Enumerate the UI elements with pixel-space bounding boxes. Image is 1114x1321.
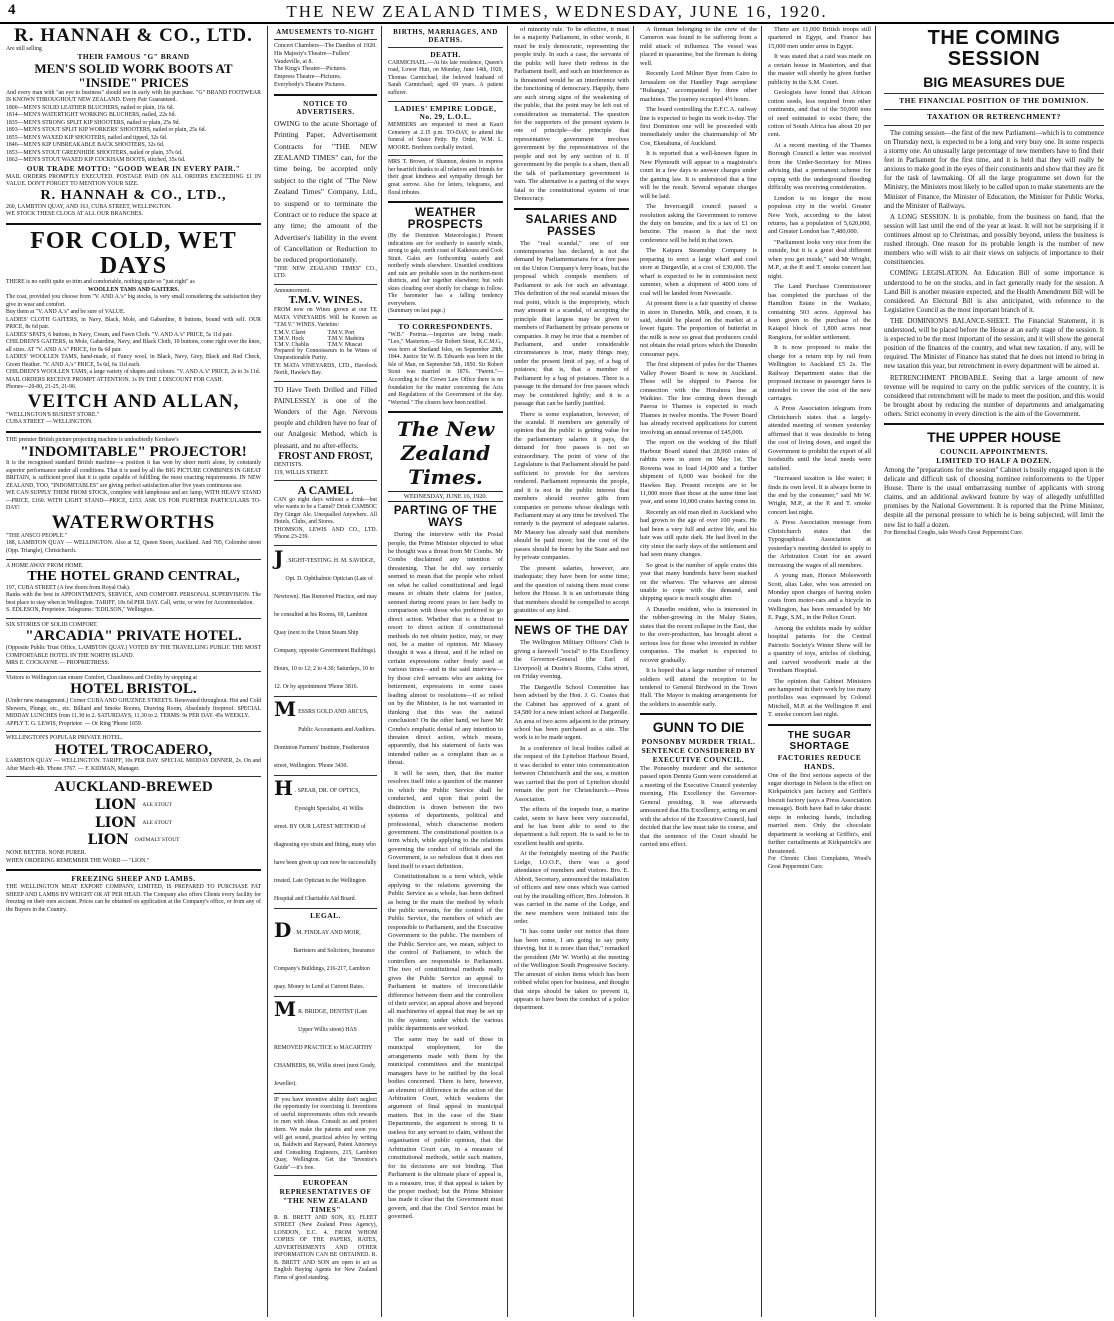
ad-trocadero-intro: WELLINGTON'S POPULAR PRIVATE HOTEL.	[6, 735, 123, 742]
ad-bristol-body: (Under new management.) Corner CUBA AND GHUZNEE STREETS. Renovated throughout. Hot and Cold Showers, Plunge, etc., etc. Billiard and Smoke Rooms, Drawing Room, Absolutely fireproof. SPECIAL MIDDAY LUNCHES from 11.30 to 2. SATURDAYS, 11.30 to 2. TERMS: 9s PER DAY. 45s WEEKLY.	[6, 698, 261, 720]
masthead-title: THE NEW ZEALAND TIMES, WEDNESDAY, JUNE 16, 1920.	[286, 2, 828, 21]
gunn-body: The Ponsonby murderer and the sentence passed upon Dennis Gunn were considered at a meeting of the Executive Council yesterday morning, His Excellency the Governor-General presiding. It was afterwards announced that His Excellency, acting on and with the advice of the Executive Council, had decided that the law must take its course, and that the sentence of the Court should be carried into effect.	[640, 764, 757, 849]
paragraph: The "real scandal," one of our contemporaries has declared, is not the demand by Parliamentarians for a free pass on the Union Company's ferry boats, but the proposal which compels members of Parliament to ask for such an advantage. This definition of the real scandal misses the real point, which is the impropriety, which may amount to a scandal, of accepting the principle that largess may be given to members of Parliament by private persons or companies. It may be true that a member of Parliament, and under considerable circumstances is true, many things may, under the present limit of pay, of a bag of potatoes; that is, that a member of Parliament by a bag of potatoes. There is a passage in the demand for free passes which may be considered lightly; and it is a passage that can be hardly justified.	[514, 239, 630, 408]
sugar-body: One of the first serious aspects of the sugar shortage in Nelson is the effect on Kirkpatrick's jam factory and Griffin's biscuit factory (says a Press Association message). Both have had to take drastic steps in reducing hands, including married men. Only the chocolate department is working at Griffin's, and further curtailments at Kirkpatrick's are threatened.	[768, 771, 871, 855]
price-line: 1862—MEN'S STOUT WAXED KIP COCKHAM BOOTS, stitched, 35s 6d.	[6, 157, 186, 164]
paragraph: It is now proposed to make the charge for a return trip by rail from Wellington to Auckland £5 2s. The Railway Department states that the proposed increase in passenger fares is intended to cover the cost of the new carriages.	[768, 344, 871, 403]
paragraph: It was stated that a raid was made on a certain house in Masterton, and that the master will shortly be given further publicity in the S.M. Court.	[768, 53, 871, 86]
ad-grand-central-address: 197, CUBA STREET (A few doors from Royal Oak).	[6, 584, 131, 591]
leader-heading: PARTING OF THE WAYS	[393, 505, 498, 530]
ad-bristol	[6, 675, 261, 728]
paragraph: The Invercargill council passed a resolution asking the Government to remove the duty on benzine, and fix a tax of £1 on benzine. The reason is that the next conference will be held in that town.	[640, 203, 757, 244]
column-parliament	[878, 26, 1110, 1317]
ad-veitch-phones: Phones—20-80, 21-25, 21-96.	[6, 384, 77, 391]
legal-heading: LEGAL.	[310, 911, 341, 920]
wine-item: T.M.V. Claret	[274, 329, 306, 336]
paragraph: The report on the working of the Bluff Harbour Board stated that 28,960 crates of rabbits were in store on May 1st. The Rowena was to load 14,000 and a further shipment of 6,000 was booked for the Hawkes Bay. Present receipts are to be 11,000 more than those at the same time last year, and some 10,000 crates having come in.	[640, 439, 757, 506]
ad-grand-central-body: Ranks with the best in APPOINTMENTS, SERVICE, AND COMFORT. PERSONAL SUPERVISION. The best place to stay when in Wellington. TARIFF, 10s 6d PER DAY. Call, write, or wire for Accommodation.	[6, 592, 261, 606]
wine-item: T.M.V. Hock	[274, 335, 305, 342]
divider	[274, 284, 377, 285]
ad-hannah	[6, 26, 261, 219]
divider	[6, 618, 261, 619]
ad-grand-central-name: THE HOTEL GRAND CENTRAL,	[27, 569, 240, 585]
paragraph: RETRENCHMENT PROBABLE. Seeing that a large amount of new revenue will be required to carry on the public services of the country, it is considered that retrenchment will be made to meet the position, and this would be brought about by reducing the number of departments and amalgamating others. Strict economy in every direction is the aim of the Government.	[884, 374, 1104, 419]
session-headline: THE COMING SESSION	[927, 27, 1061, 70]
column-leader-continued	[510, 26, 634, 1317]
teeth-body: TO Have Teeth Drilled and Filled PAINLESSLY is one of the Wonders of the Age. Nervous people and children have no fear of our Analgesic Method, which is pleasant, and no after-effects.	[274, 385, 377, 450]
ad-bristol-name: HOTEL BRISTOL.	[70, 681, 197, 698]
column-news-items-2	[764, 26, 876, 1317]
divider	[388, 411, 503, 413]
ad-grand-central-intro: A HOME AWAY FROM HOME.	[6, 562, 84, 569]
column-editorial	[384, 26, 508, 1317]
ad-bridge	[274, 996, 377, 1090]
ad-hannah-name-2: R. HANNAH & CO., LTD.,	[40, 187, 227, 203]
divider	[514, 619, 629, 621]
paragraph: "Parliament looks very nice from the outside, but it is a great deal different when you get inside," said Mr Wright, M.P., at the P. and T. smoke concert last night.	[768, 238, 871, 280]
upper-house-sub: COUNCIL APPOINTMENTS.	[940, 447, 1048, 457]
ad-gold-arcus	[274, 697, 377, 772]
paragraph: At the fortnightly meeting of the Pacific Lodge, I.O.O.F., there was a good attendance of members and visitors. Bro. E. Abbott, Secretary, announced the installation of officers and new ones which was carried out by the installing officer, Bro. Johnston. It was carried in the name of the Lodge, and the new members were initiated into the order.	[514, 850, 629, 925]
ad-veitch-item: CHILDREN'S WOOLLEN TAMS, a large variety of shapes and colours. "V. AND A.'s" PRICE, 2s to 3s 11d.	[6, 369, 261, 376]
ad-projector-body: It is the recognised standard British machine—a position it has won by sheer merit alone, by constantly superior performance under all conditions. That it is used by all the BIG PICTURE COMBINES IN GREAT BRITAIN, is sufficient proof that it is quite capable of fulfilling the most exacting requirements. IN NEW ZEALAND, TOO, "INDOMITABLES" are giving perfect satisfaction after five years continuous use.	[6, 460, 261, 489]
ad-lion-row	[6, 833, 261, 848]
wine-item: T.M.V. Madeira	[327, 335, 365, 342]
ad-lion-word: LION	[94, 797, 137, 814]
tmv-body: FROM now on Wines grown at our TE MATA VINEYARDS Will be Known as "T.M.V." WINES. Varieties:	[274, 307, 377, 329]
ad-grand-central-proprietor: S. EDLESON, Proprietor. Telegrams: "EDILSON," Wellington.	[6, 607, 154, 614]
paragraph: "It has come under our notice that there has been some, I am going to say petty thieving, but it is more than that," remarked the president (Mr W. Worth) at the meeting of the Wellington South Progressive Society. The amount of stolen items which has been robbed whilst open for business, and thought that steps should be taken to prevent it, appears to have been the conduct of a police department.	[514, 928, 629, 1012]
paragraph: It is reported that a well-known figure in New Plymouth will appear in a magistrate's court in a few days to answer charges under the gaming law. It is understood that a fine will be the result. Several separate charges will be laid.	[640, 150, 757, 200]
teeth-title: DENTISTS.	[274, 462, 303, 469]
paragraph: of minority rule. To be effective, it must be a majority Parliament, in other words, it must be truly democratic, representing the people truly. In such a case, the servants of the public will have their redress in the Parliament itself, and such an interference as is threatened would be an interference with the functioning of democracy. Happily, there are such strong signs of the weakening of the public, that the point may be left out of consideration as immaterial. The question for the supporters of the present system is one of principle—the principle that representative government involves government by the representatives of the people and not by any section of it. If government by the people is a sham, then all the talk of parliamentary government is vain. The alternative is a parting of the ways fatal to the constitutional system of true Democracy.	[514, 26, 629, 203]
paragraph: The same may be said of those in municipal employment, for the arrangements made with them by the municipal committees and the municipal managers have to be ratified by the local bodies concerned. There is here, however, an element of difference in the action of the Arbitration Court, which weakens the argument of final appeal in municipal matters. But in the case of the State Departments, the argument is strong. It is useless for any servant to claim, without the organisation of public opinion, that the Arbitration Court can, in a measure of constitutional methods, settle such matters, for its decisions are not binding. That Parliament is the ultimate place of appeal is, in a measure, true, if that appeal is taken by the proper method; but the Prime Minister has made it clear that the Government must govern, and that the Civil Service must be governed.	[388, 1035, 503, 1221]
divider	[6, 431, 261, 433]
weather-note: (Summary on last page.)	[388, 308, 445, 315]
ad-arcadia-intro: SIX STORIES OF SOLID COMFORT.	[6, 621, 98, 628]
salaries-heading: SALARIES AND PASSES	[525, 213, 618, 238]
legal-body: . M. FINDLAY AND MOIR, Barristers and Solicitors, Insurance Company's Buildings, 216-217, Lambton quay. Money to Lend at Current Rates.	[274, 929, 375, 990]
bridge-body: R. BRIDGE, DENTIST (Late Upper Willis street) HAS REMOVED PRACTICE to MACARTHY CHAMBERS, 86, Willis street (next Grady, Jeweller).	[274, 1008, 376, 1087]
page-number: 4	[8, 2, 16, 18]
divider	[6, 731, 261, 732]
divider	[388, 155, 503, 156]
ad-trocadero-name: HOTEL TROCADERO,	[54, 741, 213, 758]
paragraph: At present there is a fair quantity of cheese in store in Dunedin. Milk, and cream, it is said, should be placed on the market at a lower figure. The proportion of butterfat in the milk is now so great that producers could not obtain the retail prices which the Dunedin consumer pays.	[640, 300, 757, 358]
divider	[514, 208, 629, 210]
divider	[388, 319, 503, 320]
ad-lion-row	[6, 816, 261, 831]
ad-veitch-item: LADIES' CLOTH GAITERS, in Navy, Black, Mole, and Gabardine, 8 buttons, bound with self. OUR PRICE, 8s 6d pair.	[6, 316, 261, 331]
ad-veitch	[6, 229, 261, 427]
camel-headline: A CAMEL	[297, 483, 354, 498]
ad-lion-tag: WHEN ORDERING REMEMBER THE WORD — "LION."	[6, 857, 150, 864]
ad-projector-headline: "INDOMITABLE" PROJECTOR!	[20, 443, 247, 460]
amusement-item: Everybody's Theatre Pictures.	[274, 81, 346, 88]
paragraph: Recently an old man died in Auckland who had grown to the age of over 100 years. He had been a very full and active life, and his hair was still quite dark. He had lived in the city since the early days of the settlement and had seen many changes.	[640, 508, 757, 559]
session-sub: TAXATION OR RETRENCHMENT?	[927, 111, 1061, 121]
ad-waterworths-addresses: 188, LAMBTON QUAY — WELLINGTON. Also at 52, Queen Street, Auckland. And 705, Colombo street (Opp. Triangle), Christchurch.	[6, 540, 261, 554]
ad-veitch-item: LADIES' SPATS, 6 buttons, in Navy, Cream, and Fawn Cloth. "V. AND A.'s" PRICE, 5s 11d pair.	[6, 331, 233, 338]
paragraph: The effects of the torpedo tour, a marine cadet, seem to have been very successful, and he has been able to send to the department a full report. He is said to be in excellent health and spirits.	[514, 806, 629, 847]
tmv-headline: T.M.V. WINES.	[288, 294, 363, 307]
divider	[884, 423, 1104, 425]
column-advertisements-left	[4, 26, 268, 1317]
upper-house-headline: THE UPPER HOUSE	[927, 429, 1061, 446]
ad-veitch-mail: MAIL ORDERS RECEIVE PROMPT ATTENTION. 1s IN THE £ DISCOUNT FOR CASH.	[6, 376, 224, 383]
price-line: 1846—MEN'S KIP UNBREAKABLE BACK SHOOTERS, 32s 6d.	[6, 142, 165, 149]
gunn-sub: SENTENCE CONSIDERED BY EXECUTIVE COUNCIL.	[641, 746, 756, 765]
ad-veitch-intro: THERE is no outfit quite so trim and comfortable, nothing quite so "just right" as	[6, 279, 195, 285]
gunn-sub: PONSONBY MURDER TRIAL.	[641, 737, 756, 747]
ad-freezing-body: THE WELLINGTON MEAT EXPORT COMPANY, LIMITED, IS PREPARED TO PURCHASE FAT SHEEP AND LAMBS BY WEIGHT OR AT PER HEAD. The Company also offers Clients every facility for freezing on their own account. Prices can be obtained on application at the Company's office, or from any of the Buyers in the Country.	[6, 884, 261, 913]
lodge-heading: LADIES' EMPIRE LODGE, No. 29, L.O.L.	[394, 103, 497, 122]
tmv-wine-list	[274, 330, 377, 348]
price-line: 1853—MEN'S STOUT GREENHIDE SHOOTERS, nailed or plain, 37s 6d.	[6, 149, 183, 156]
divider	[6, 559, 261, 560]
ad-hannah-brand: THEIR FAMOUS "G" BRAND	[77, 52, 190, 62]
leader-body	[388, 531, 503, 1222]
ad-lion-variety: ALE STOUT	[142, 819, 173, 826]
thanks-body: MRS T. Brown, of Shannon, desires to express her heartfelt thanks to all relatives and friends for their great kindness and sympathy through her great sorrow. Also for letters, telegrams, and floral tributes.	[388, 159, 503, 196]
ad-veitch-item: WOOLLEN TAMS AND GAITERS.	[88, 286, 179, 293]
sugar-headline: THE SUGAR SHORTAGE	[787, 729, 852, 752]
news-heading: NEWS OF THE DAY	[514, 625, 629, 638]
leader-date: WEDNESDAY, JUNE 16, 1920.	[388, 491, 503, 502]
peppermint-ad: For Chronic Chest Complaints, Wood's Great Peppermint Cure.	[768, 856, 871, 870]
ad-arcadia-body: (Opposite Public Trust Office, LAMBTON QUAY.) VOTED BY THE TRAVELLING PUBLIC THE MOST COMFORTABLE HOTEL IN THE NORTH ISLAND.	[6, 645, 261, 659]
wine-item: T.M.V. Port	[327, 329, 355, 336]
ad-hannah-name: R. HANNAH & CO., LTD.	[14, 26, 253, 46]
camel-body: CAN go eight days without a drink—but who wants to be a Camel? Drink CAMBOC Dry Ginger Ale. Unequalled Anywhere. All Hotels, Clubs, and Stores.	[274, 496, 377, 526]
weather-heading: WEATHER PROSPECTS	[407, 207, 484, 232]
divider	[6, 671, 261, 672]
divider	[884, 93, 1104, 94]
paragraph: At a recent meeting of the Thames Borough Council a letter was received from the Under-Secretary for Mines advising that a permanent scheme for coping with the underground flooding difficulty was receiving consideration.	[768, 141, 871, 192]
masthead	[0, 0, 1114, 24]
news-items	[768, 26, 871, 720]
tmv-intro: Announcement.	[274, 287, 311, 294]
column-notices	[270, 26, 382, 1317]
paragraph: Constitutionalism is a term which, while applying to the relations governing the Public Service as a whole, has been defined as being in the main the method by which the public servants, for the control of the Public Service, the members of which are responsible to Parliament, and the Executive Government to the public. The members of the Public Service are, we mean, subject to the control of Parliament, to which the controllers are responsible to Parliament. The two of constitutional methods really gives the Public Service an appeal to Parliament in matters of irreconcilable difference between them and the controllers of their service; an appeal above and beyond all machineries of appeal that may be set up in the system; under which the various public departments are worked.	[388, 873, 503, 1033]
ad-lion-variety: OATMALT STOUT	[134, 837, 180, 844]
paragraph: A Dunedin resident, who is interested in the rubber-growing in the Malay States, states that the recent collapse in the East, due to the over-production, has brought about a serious loss for those who invested in rubber companies. The market is expected to recover gradually.	[640, 605, 757, 664]
ad-lion-headline: AUCKLAND-BREWED	[54, 779, 213, 796]
teeth-address: 119, WILLIS STREET.	[274, 469, 329, 476]
ad-hannah-stock: WE STOCK THESE CLOGS AT ALL OUR BRANCHES.	[6, 211, 143, 218]
paragraph: So great is the number of apple crates this year that many hundreds have been stacked on the wharves. The wharves are almost unable to cope with the demand, and shipping space is much sought after.	[640, 561, 757, 603]
divider	[274, 545, 377, 546]
ad-projector-intro: THE premier British picture projecting machine is undoubtedly Kershaw's	[6, 436, 179, 443]
divider	[6, 776, 261, 777]
paragraph: Recently Lord Milner Byer from Cairo to Jerusalem on the Handley Page aeroplane "Ruhanga," accompanied by three other machines. The journey occupied 4½ hours.	[640, 70, 757, 103]
ad-grand-central	[6, 563, 261, 615]
ad-findlay	[274, 917, 377, 993]
lodge-body: MEMBERS are requested to meet at Kauri Cemetery at 2.15 p.m. TO-DAY, to attend the funeral of Sister Petty. By Order, W.M. L. MOORE. Brethren cordially invited.	[388, 122, 503, 151]
divider	[6, 223, 261, 225]
paper-nameplate: The New Zealand Times.	[396, 417, 495, 490]
camel-sign: THOMSON, LEWIS AND CO., LTD. 'Phone 23-239.	[274, 526, 377, 541]
paragraph: Among the exhibits made by soldier hospital patients for the Central Patriotic Society's Winter Show will be a quantity of toys, articles of clothing, and carved woodwork made at the Trentham Hospital.	[768, 624, 871, 675]
correspondents-body: "W.B." Porirua.—Inquiries are being made. "Leo," Masterton.—Sir Robert Stout, K.C.M.G., was born at Shetland Isles, on September 28th, 1844. Justice Sir W. B. Edwards was born in the Isle of Man, on September 5th, 1850. Sir Robert Stout was married in 1876. "Parent."—According to the Crown Law Office there is no foundation for the matter concerning the Acts and Regulations of the Government of the day. "Worried." The closers have been notified.	[388, 331, 503, 406]
ad-arcadia-proprietor: MRS E. COCKAYNE — PROPRIETRESS.	[6, 660, 110, 667]
paragraph: In a conference of local bodies called at the request of the Lyttelton Harbour Board, it was decided to enter into communication between Christchurch and the sea, a motion was carried that the port of Lyttelton should remain the port for Christchurch.—Press Association.	[514, 744, 629, 803]
divider	[274, 1175, 377, 1176]
upper-house-sub: LIMITED TO HALF A DOZEN.	[936, 456, 1052, 466]
ad-veitch-name: VEITCH AND ALLAN,	[27, 390, 240, 412]
divider	[274, 1093, 377, 1094]
ad-veitch-item: LADIES' WOOLLEN TAMS, hand-made, of Fancy wool, in Black, Navy, Grey, Black and Red Check, Green Heather. "V. AND A.'s" PRICE, 5s 6d, 6s 11d each.	[6, 354, 261, 368]
notice-body: OWING to the acute Shortage of Printing Paper, Advertisement Contracts for "THE NEW ZEALAND TIMES" can, for the time being, be accepted only subject to the right of "The New Zealand Times" Company, Ltd., to suspend or to terminate the Contract or to reduce the space at any time; the amount of the Advertiser's liability in the event of Cancellation or Reduction to be reduced proportionately.	[274, 118, 377, 265]
paragraph: There is some explanation, however, of the scandal. If members are generally of opinion that the public is getting value for the parliamentary salaries it pays, the demand for free passes is not so extraordinary. The point of view of the Legislature is that Parliament should be paid sufficient to provide for the services rendered. Parliament represents the people, and it is not in the public interest that members should receive gifts from companies or persons whose dealings with Parliament may at any time be involved. The remedy is the payment of adequate salaries. Mr Massey has already said that members should be paid more; but the cost of the passes should be borne by the State and not by private companies.	[514, 410, 629, 562]
paragraph: A young man, Horace Molesworth Scott, alias Lake, who was arrested on Monday upon charges of having stolen coats from motor-cars and a bicycle in Wellington, has been remanded by Mr E. Page, S.M., in the Police Court.	[768, 572, 871, 622]
ad-veitch-item: The coat, provided you choose from "V. AND A.'s" big stocks, is very small considering the satisfaction they give in wear and comfort.	[6, 294, 261, 308]
bmd-heading: BIRTHS, MARRIAGES, AND DEATHS.	[393, 28, 498, 44]
paragraph: A fireman belonging to the crew of the Cameron was found to be suffering from a mild attack of influenza. The vessel was placed in quarantine, but the fireman is doing well.	[640, 26, 757, 67]
ad-veitch-item: Buy them at "V. AND A.'s" and be sure of VALUE.	[6, 309, 125, 316]
ad-freezing	[6, 875, 261, 914]
ad-hannah-product: MEN'S SOLID WORK BOOTS AT "INSIDE" PRICES	[34, 61, 233, 90]
teeth-name: FROST AND FROST,	[278, 450, 373, 462]
ad-waterworths	[6, 437, 261, 556]
paragraph: "Increased taxation is like water; it finds its own level. It is always borne in the end by the consumer," said Mr W. Wright, M.P., at the P. and T. smoke concert last night.	[768, 475, 871, 516]
paragraph: THE DOMINION'S BALANCE-SHEET. The Financial Statement, it is understood, will be placed before the House at an early stage of the session. It is expected to be the most important of the session, and it will show the general position of the finances of the country, and what new taxation, if any, will be required. The Minister of Finance has stated that he does not intend to bring in new taxation this year, but retrenchment in every department will be aimed at.	[884, 317, 1104, 371]
weather-body: (By the Dominion Meteorologist.) Present indications are for southerly to easterly winds, strong to gale, north coast of Kaikoura and Cook Strait. Gales are forthcoming easterly and northerly winds elsewhere. Unsettled conditions and rain are probable soon in the northern-most districts, and fair together elsewhere; but with skies clouding over shortly for change to follow. The barometer has a falling tendency everywhere.	[388, 233, 503, 307]
ad-bristol-proprietor: APPLY T. G. LEWIS, Proprietor. — Or Ring 'Phone 1659.	[6, 720, 143, 727]
upper-house-body: Among the "preparations for the session" Cabinet is busily engaged upon is the delicate and difficult task of choosing nominee reinforcements to the Upper House. There is the usual embarrassing number of applicants with strong claims, and an additional awkward feature by way of allegedly unfulfilled promises by the National Government. It is reported that the Prime Minister, despite all the personal pressure to which he is being subjected, will limit the new list to half a dozen.	[884, 466, 1104, 529]
paragraph: The Land Purchase Commissioner has completed the purchase of the Hamilton Estate in the Waikato, containing 503 acres. Approval has been given to the purchase of the Kaiapoi block of 1,800 acres near Rangiora, for soldier settlement.	[768, 283, 871, 341]
divider	[6, 869, 261, 871]
paragraph: The Dargaville School Committee has been advised by the Hon. J. G. Coates that the Cabinet has approved of a grant of £4,580 for a new infant school at Dargaville. An area of two acres adjacent to the primary school has been purchased as a site. The work is to be made urgent.	[514, 683, 629, 742]
wine-item: T.M.V. Muscat	[327, 341, 363, 348]
paragraph: It is hoped that a large number of returned soldiers will attend the reception to be tendered to General Birdwood in the Town Hall. The Mayor is making arrangements for the soldiers to assemble early.	[640, 667, 757, 708]
tmv-note: Prepared by Connoisseurs to be Wines of Unquestionable Purity.	[274, 347, 377, 362]
divider	[274, 908, 377, 909]
ad-veitch-item: CHILDREN'S GAITERS, in Mole, Gabardine, Navy, and Black Cloth, 10 buttons, come right over the knee, all sizes. AT "V. AND A.'s" PRICE, for 8s 6d pair.	[6, 339, 261, 353]
ad-trocadero	[6, 735, 261, 773]
paragraph: It will be seen, then, that the matter resolves itself into a question of the manner in which the Public Service shall be conducted, and upon that point the distinction is drawn between the two systems of departments, political and professional, which characterise modern government. The constitutional position is a term which, while applying to the relations governing the conduct of officials and the Government, is so nebulous that it does not lend itself to exact definition.	[388, 769, 503, 870]
european-heading: EUROPEAN REPRESENTATIVES OF "THE NEW ZEALAND TIMES"	[279, 1178, 372, 1214]
paragraph: The present salaries, however, are inadequate; they have been for some time; and the question of raising them must come before the House. It is an unfortunate thing that members should be compelled to accept gratuities of any kind.	[514, 564, 629, 614]
divider	[884, 109, 1104, 110]
drop-cap: J	[274, 546, 284, 570]
patent-body: IF you have inventive ability don't neglect the opportunity for exercising it. Inventions of useful improvements often rich rewards to men with ideas. Consult us and protect them. We make the patents and soon you will get sound, practical advice by writing us, Baldwin and Rayward, Patent Attorneys and Consulting Engineers, 215, Lambton Quay, Wellington. Get the "Inventor's Guide"—it's free.	[274, 1096, 377, 1171]
amusement-item: Empress Theatre—Pictures.	[274, 74, 342, 81]
paragraph: A LONG SESSION. It is probable, from the business on hand, that the session will last until the end of the year at least. It will not be surprising if it continues almost up to Christmas, and possibly beyond, unless the business is rushed through. One reason for its probable length is the number of new members who will wish to air their views on subjects of importance to their constituencies.	[884, 213, 1104, 267]
session-subheadline: BIG MEASURES DUE	[923, 74, 1065, 90]
european-body: R. B. BRETT AND SON, 83, FLEET STREET (New Zealand Press Agency), LONDON, E.C. 4. FROM WHOM COPIES OF THE PAPERS, RATES, ADVERTISEMENTS AND OTHER INFORMATION CAN BE OBTAINED. R. B. BRETT AND SON are open to act as English Buying Agents for New Zealand Firms of good standing.	[274, 1214, 377, 1281]
ad-lion-row	[6, 798, 261, 813]
ad-hannah-motto: OUR TRADE MOTTO: "GOOD WEAR IN EVERY PAIR."	[26, 163, 241, 173]
divider	[884, 125, 1104, 126]
ad-hannah-mail: MAIL ORDERS PROMPTLY EXECUTED. POSTAGE PAID ON ALL ORDERS EXCEEDING £1 IN VALUE. DON'T FORGET TO MENTION YOUR SIZE.	[6, 173, 261, 188]
divider	[640, 713, 757, 715]
divider	[388, 101, 503, 102]
ad-lion-word: LION	[94, 814, 137, 831]
ad-sight-testing	[274, 546, 377, 693]
ad-bristol-intro: Visitors to Wellington can ensure Comfort, Cleanliness and Civility by stopping at	[6, 674, 197, 681]
ad-waterworths-name: WATERWORTHS	[51, 511, 216, 533]
paragraph: London is no longer the most populous city in the world. Greater New York, according to the latest returns, has a population of 5,620,000, and Greater London has 7,480,000.	[768, 194, 871, 236]
session-sub: THE FINANCIAL POSITION OF THE DOMINION.	[899, 96, 1089, 105]
notice-heading: NOTICE TO ADVERTISERS.	[296, 99, 355, 116]
ad-trocadero-body: LAMBTON QUAY — WELLINGTON. TARIFF, 10s PER DAY. SPECIAL MIDDAY DINNER, 2s. On and After March 4th. 'Phone 3767. — F. KIDMAN, Manager.	[6, 758, 261, 772]
amusement-item: Concert Chambers—The Dandies of 1920.	[274, 43, 377, 49]
paragraph: The Kaipara Steamship Company is preparing to erect a large wharf and cool store at Dargaville, at a cost of £30,000. The wharf is expected to be in commission next summer, when a shipment of 4000 tons of coal will be landed from Newcastle.	[640, 247, 757, 297]
ad-veitch-street: CUBA STREET — WELLINGTON.	[6, 419, 93, 426]
paragraph: COMING LEGISLATION. An Education Bill of some importance is understood to be on the stocks, and in fact generally ready for the session. A Land Bill is another measure expected, and the Health Amendment Bill will be considered. An Electoral Bill is also anticipated, with reference to the Legislative Council as the most important branch of it.	[884, 270, 1104, 314]
paragraph: The board controlling the E.F.C.A. railway line is expected to begin its work to-day. The first Dominion one will be proceeded with immediately under the chairmanship of Mr Coe, Eketahuna, of Auckland.	[640, 106, 757, 147]
ad-freezing-heading: FREEZING SHEEP AND LAMBS.	[71, 874, 196, 884]
price-line: 1814—MEN'S WATERTIGHT WORKING BLUCHERS, nailed, 22s 6d.	[6, 112, 176, 119]
bmd-sub: DEATH.	[430, 50, 461, 59]
divider	[768, 724, 871, 726]
divider	[274, 94, 377, 96]
drop-cap: M	[274, 697, 297, 721]
ad-lion-word: LION	[87, 832, 129, 848]
peppermint-ad: For Bronchial Coughs, take Wood's Great Peppermint Cure.	[884, 529, 1024, 536]
ad-hannah-intro: Are still selling	[6, 45, 42, 52]
paragraph: The first shipment of poles for the Thames Valley Power Board is now in Auckland. These will be shipped to Paeroa for connection with the Horahora line at Waikino. The line coming down through Paeroa to Thames is expected to reach Thames in twelve months. The Power Board has already received applications for current involving an annual revenue of £45,000.	[640, 361, 757, 436]
ad-veitch-tagline: "WELLINGTON'S BUSIEST STORE."	[6, 411, 100, 418]
gold-body: ESSRS GOLD AND ARCUS, Public Accountants and Auditors. Dominion Farmers' Institute, Featherston street, Wellington. 'Phone 3430.	[274, 709, 376, 769]
price-line: 1800—MEN'S SOLID LEATHER BLUCHERS, nailed or plain, 16s 6d.	[6, 104, 175, 111]
bmd-body: CARMICHAEL.—At his late residence, Queen's road, Lower Hutt, on Monday, June 14th, 1920, Thomas Carmichael, the beloved husband of Sarah Carmichael; aged 69 years. A patient sufferer.	[388, 59, 503, 96]
divider	[274, 480, 377, 481]
gunn-headline: GUNN TO DIE	[652, 719, 745, 736]
price-line: 1855—MEN'S WAXED KIP SHOOTERS, nailed and tipped, 32s 6d.	[6, 134, 168, 141]
session-body	[884, 129, 1104, 419]
drop-cap: D	[274, 917, 292, 942]
ad-arcadia	[6, 622, 261, 668]
ad-lion	[6, 780, 261, 865]
salaries-body	[514, 240, 629, 616]
ad-lion-variety: ALE STOUT	[142, 802, 173, 809]
ad-spear	[274, 776, 377, 905]
paragraph: A Press Association telegram from Christchurch states that a largely-attended meeting of women yesterday affirmed that it was desirable to bring the cost of living down, and urged the Government to prohibit the export of all foodstuffs until the local needs were satisfied.	[768, 405, 871, 472]
ad-hannah-address: 260, LAMBTON QUAY, AND 163, CUBA STREET, WELLINGTON.	[6, 203, 172, 210]
paragraph: The coming session—the first of the new Parliament—which is to commence on Thursday next, is expected to be a long and very busy one. In some respects a stormy one. An unusually large percentage of new members have to find their feet in Parliament for the first time, and it is held that they will really be anxious to make good in the eyes of their constituents and show that they are fit for the task of lawmaking. Of all the large programme set down for the Ministry, the Ministers most likely to be called upon to make statements are the Minister of Finance, the Minister of Education, the Minister for Public Works, and the Minister of Railways.	[884, 129, 1104, 210]
notice-sign: "THE NEW ZEALAND TIMES" CO., LTD.	[274, 265, 377, 280]
paragraph: The Wellington Military Officers' Club is giving a farewell "social" to His Excellency the Governor-General (the Earl of Liverpool) at Dustin's Rooms, Cuba street, on Friday evening.	[514, 639, 629, 681]
correspondents-heading: TO CORRESPONDENTS.	[398, 321, 493, 331]
ad-lion-tag: NONE BETTER. NONE PURER.	[6, 850, 87, 857]
ad-hannah-prices	[6, 105, 261, 165]
price-line: 1835—MEN'S STRONG SPLIT KIP SHOOTERS, nailed or plain, 25s 9d.	[6, 119, 180, 126]
price-line: 1893—MEN'S STOUT SPLIT KIP WORKERS' SHOOTERS, nailed or plain, 25s 6d.	[6, 127, 207, 134]
amusement-item: The King's Theatre—Pictures.	[274, 66, 347, 73]
column-news-items	[636, 26, 762, 1317]
spear-body: . SPEAR, DR. OF OPTICS, Eyesight Specialist, 41 Willis street. BY OUR LATEST METHOD of diagnosing eye strain and fitting, many who have been given up can now be successfully treated. Late Optician to the Wellington Hospital and Charitable Aid Board.	[274, 788, 377, 902]
ad-veitch-headline: FOR COLD, WET DAYS	[30, 227, 237, 279]
divider	[388, 47, 503, 48]
amusement-item: His Majesty's Theatre—Fullers' Vaudeville, at 8.	[274, 50, 351, 65]
ad-projector-supply: WE CAN SUPPLY THEM FROM STOCK, complete with lamphouse and arc lamp, WITH HEAVY STAND—PRICE, £160. WITH LIGHT STAND—PRICE, £153. ASK US FOR FURTHER PARTICULARS TO-DAY!	[6, 490, 261, 512]
ad-waterworths-tagline: "THE ANSCO PEOPLE."	[6, 532, 67, 539]
divider	[388, 201, 503, 203]
tmv-sign: TE MATA VINEYARDS, LTD., Havelock North, Hawke's Bay.	[274, 362, 377, 377]
news-items	[640, 26, 757, 709]
sight-body: . SIGHT-TESTING. H. M. SAVIDGE, Opt. D. Ophthalmic Optician (Late of Newtown). Has Removed Practice, and may be consulted at his Rooms, 69, Lambton Quay (next to the Union Steam Ship Company, opposite Government Buildings). Hours, 10 to 12; 2 to 4.30; Saturdays, 10 to 12. Or by appointment 'Phone 3816.	[274, 558, 377, 690]
news-body	[514, 639, 629, 1012]
divider	[274, 381, 377, 382]
paragraph: There are 11,000 British troops still quartered in Egypt, and France has 15,000 men under arms in Egypt.	[768, 26, 871, 50]
paragraph: The opinion that Cabinet Ministers are hampered in their work by too many portfolios was expressed by Colonel Mitchell, M.P. at the Wellington P. and T. smoke concert last night.	[768, 677, 871, 719]
paragraph: A Press Association message from Christchurch states that the Typographical Association at yesterday's meeting decided to apply to the Arbitration Court for an award increasing the wages of all members.	[768, 519, 871, 569]
drop-cap: H	[274, 776, 293, 800]
paragraph: Geologists have found that African cotton seeds, less required from other continents, and that of the 50,000 tons of seed estimated to exist there, the cotton of South Africa has about 20 per cent.	[768, 89, 871, 139]
paragraph: During the interview with the Postal people, the Prime Minister objected to what he thought was a threat from Mr Combs. Mr Combs disclaimed any intention of threatening. That he did say certainly seemed to mean that the people who relied on what he called constitutional and legal means to obtain their claims for justice, seemed during recent years to fare badly in comparison with those who preferred to go direct action. Whether that is a threat to resort to direct action if constitutional methods do not obtain justice, may, or may not, be a matter of opinion. Mr Massey thought it was a threat, and if he relied on certain expressions rather freely used at various times—and in the said interview—by those civil servants who are asking for betterment, expressions in some cases leading almost to resolutions—if so relied on by the Minister, is he not warranted in thinking that this was the natural conclusion? On the other hand, we have Mr Combs's emphatic denial of any intention to threaten direct action, which means, apparently, that his statement of facts was intended rather as a complaint than as a threat.	[388, 531, 503, 767]
ad-hannah-body: And every man with "an eye to business" should see in early with his purchase. "G" BRAND FOOTWEAR IS KNOWN THROUGHOUT NEW ZEALAND. Every Pair Guaranteed.	[6, 89, 261, 104]
drop-cap: M	[274, 996, 297, 1021]
sugar-sub: FACTORIES REDUCE HANDS.	[777, 752, 862, 771]
ad-arcadia-name: "ARCADIA" PRIVATE HOTEL.	[25, 628, 242, 645]
wine-item: T.M.V. Chablis	[274, 341, 310, 348]
minority-body	[514, 26, 629, 204]
amusements-heading: AMUSEMENTS TO-NIGHT	[276, 28, 375, 36]
divider	[274, 39, 377, 40]
